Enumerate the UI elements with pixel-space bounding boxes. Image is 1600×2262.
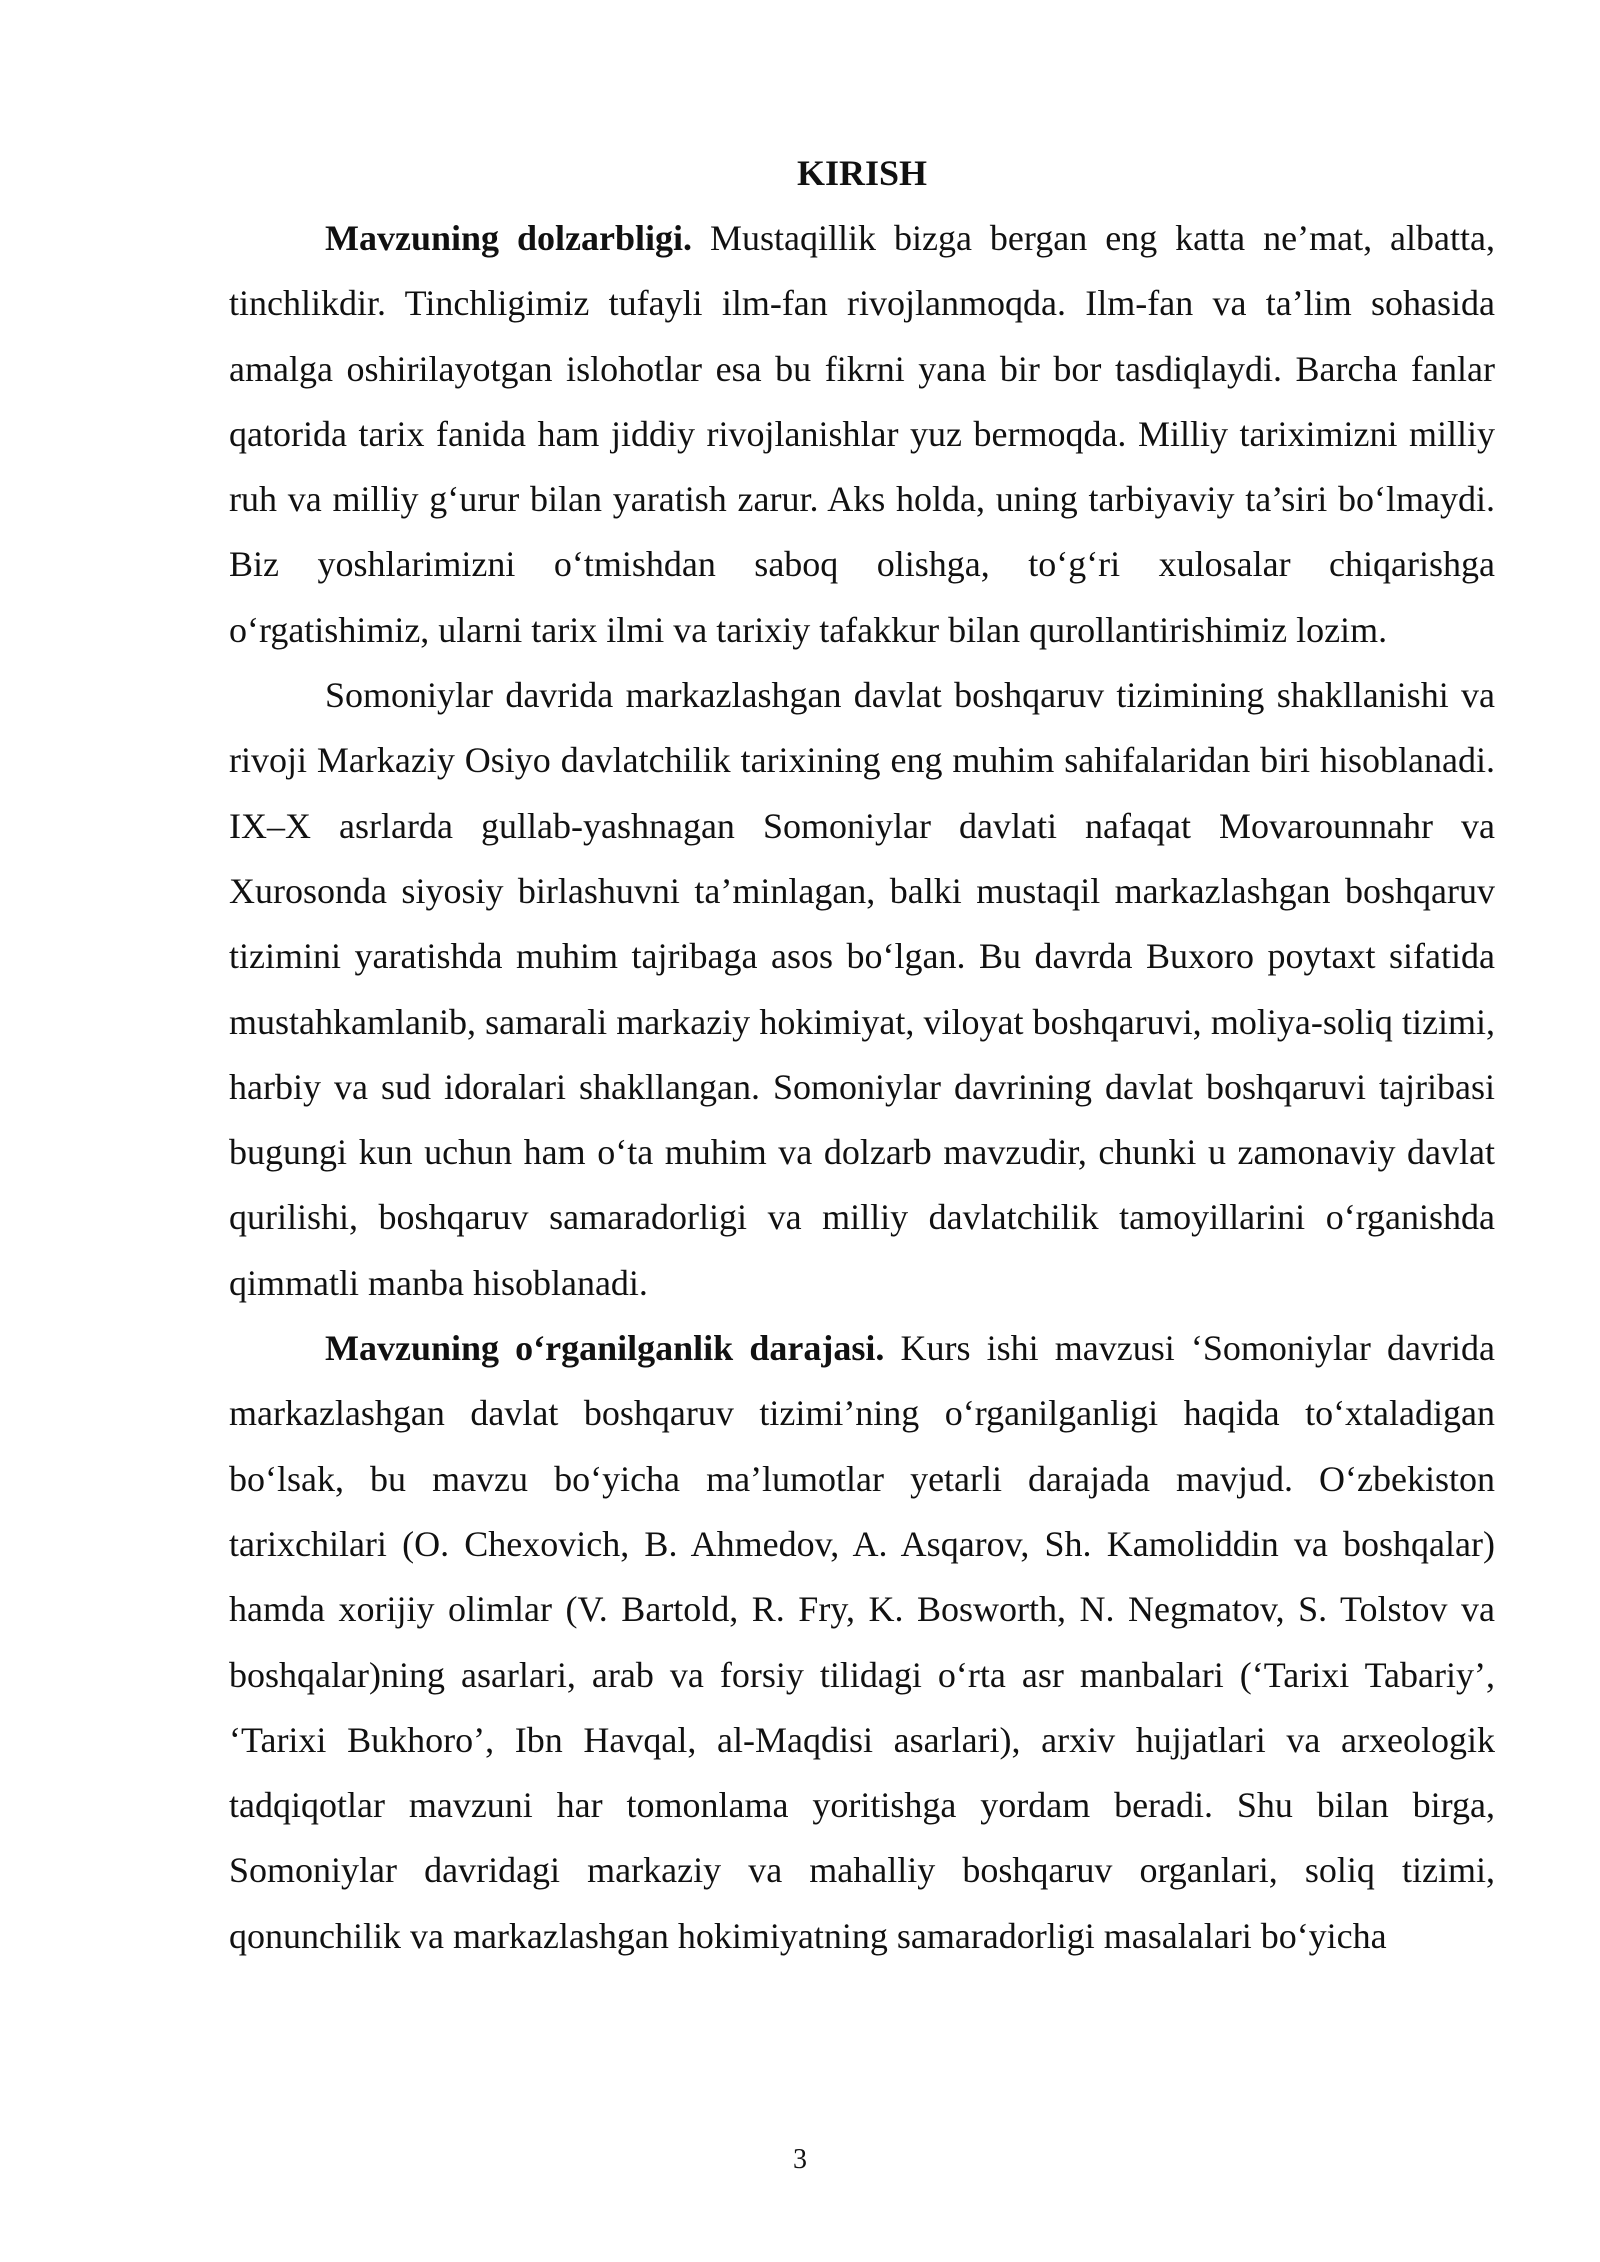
paragraph-lead: Mavzuning o‘rganilganlik darajasi.: [325, 1328, 885, 1369]
paragraph-text: Kurs ishi mavzusi ‘Somoniylar davrida markazlashgan davlat boshqaruv tizimi’ning o‘rganilganligi haqida to‘xtaladigan bo‘lsak, bu mavzu bo‘yicha ma’lumotlar yetarli darajada mavjud. O‘zbekiston tarixchilari (O. Chexovich, B. Ahmedov, A. Asqarov, Sh. Kamoliddin va boshqalar) hamda xorijiy olimlar (V. Bartold, R. Fry, K. Bosworth, N. Negmatov, S. Tolstov va boshqalar)ning asarlari, arab va forsiy tilidagi o‘rta asr manbalari (‘Tarixi Tabariy’, ‘Tarixi Bukhoro’, Ibn Havqal, al-Maqdisi asarlari), arxiv hujjatlari va arxeologik tadqiqotlar mavzuni har tomonlama yoritishga yordam beradi. Shu bilan birga, Somoniylar davridagi markaziy va mahalliy boshqaruv organlari, soliq tizimi, qonunchilik va markazlashgan hokimiyatning samaradorligi masalalari bo‘yicha: [229, 1328, 1495, 1956]
paragraph-text: Mustaqillik bizga bergan eng katta ne’mat, albatta, tinchlikdir. Tinchligimiz tufayli ilm-fan rivojlanmoqda. Ilm-fan va ta’lim sohasida amalga oshirilayotgan islohotlar esa bu fikrni yana bir bor tasdiqlaydi. Barcha fanlar qatorida tarix fanida ham jiddiy rivojlanishlar yuz bermoqda. Milliy tariximizni milliy ruh va milliy g‘urur bilan yaratish zarur. Aks holda, uning tarbiyaviy ta’siri bo‘lmaydi. Biz yoshlarimizni o‘tmishdan saboq olishga, to‘g‘ri xulosalar chiqarishga o‘rgatishimiz, ularni tarix ilmi va tarixiy tafakkur bilan qurollantirishimiz lozim.: [229, 218, 1495, 650]
paragraph-samanids: [229, 663, 1495, 1316]
paragraph-relevance: [229, 206, 1495, 663]
section-heading: KIRISH: [796, 153, 928, 193]
page-number: 3: [793, 2144, 807, 2175]
page-body: [229, 148, 1495, 1969]
paragraph-study-degree: [229, 1316, 1495, 1969]
paragraph-text: Somoniylar davrida markazlashgan davlat boshqaruv tizimining shakllanishi va rivoji Markaziy Osiyo davlatchilik tarixining eng muhim sahifalaridan biri hisoblanadi. IX–X asrlarda gullab-yashnagan Somoniylar davlati nafaqat Movarounnahr va Xurosonda siyosiy birlashuvni ta’minlagan, balki mustaqil markazlashgan boshqaruv tizimini yaratishda muhim tajribaga asos bo‘lgan. Bu davrda Buxoro poytaxt sifatida mustahkamlanib, samarali markaziy hokimiyat, viloyat boshqaruvi, moliya-soliq tizimi, harbiy va sud idoralari shakllangan. Somoniylar davrining davlat boshqaruvi tajribasi bugungi kun uchun ham o‘ta muhim va dolzarb mavzudir, chunki u zamonaviy davlat qurilishi, boshqaruv samaradorligi va milliy davlatchilik tamoyillarini o‘rganishda qimmatli manba hisoblanadi.: [229, 675, 1495, 1303]
paragraph-lead: Mavzuning dolzarbligi.: [325, 218, 693, 258]
